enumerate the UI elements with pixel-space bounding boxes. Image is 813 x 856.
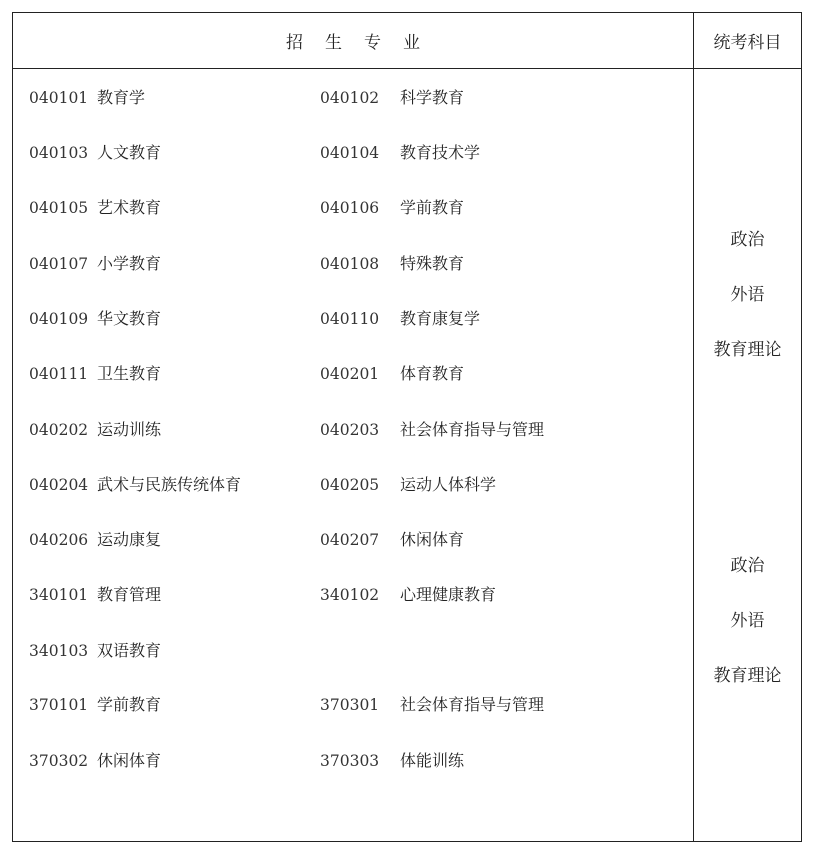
admissions-table <box>12 12 802 842</box>
major-code: 040110 <box>320 310 380 328</box>
major-name: 社会体育指导与管理 <box>400 420 545 439</box>
table-row <box>13 415 693 445</box>
major-name: 科学教育 <box>400 88 465 107</box>
major-name: 运动人体科学 <box>400 475 497 494</box>
major-name: 人文教育 <box>97 143 162 162</box>
table-row <box>13 470 693 500</box>
major-name: 华文教育 <box>97 309 162 328</box>
major-code: 040201 <box>320 365 380 383</box>
major-name: 学前教育 <box>400 198 465 217</box>
major-name: 双语教育 <box>97 641 162 660</box>
exam-subject: 教育理论 <box>713 340 782 360</box>
major-name: 运动康复 <box>97 530 162 549</box>
major-name: 休闲体育 <box>97 751 162 770</box>
table-row <box>13 525 693 555</box>
major-code: 370301 <box>320 696 380 714</box>
major-code: 340102 <box>320 586 380 604</box>
major-name: 特殊教育 <box>400 254 465 273</box>
major-code: 040203 <box>320 421 380 439</box>
table-row <box>13 249 693 279</box>
major-code: 040107 <box>29 255 89 273</box>
major-code: 040101 <box>29 89 89 107</box>
exam-subject: 外语 <box>730 285 765 305</box>
major-name: 体能训练 <box>400 751 465 770</box>
major-code: 040102 <box>320 89 380 107</box>
major-name: 体育教育 <box>400 364 465 383</box>
table-row <box>13 746 693 776</box>
major-code: 040205 <box>320 476 380 494</box>
major-code: 040204 <box>29 476 89 494</box>
major-name: 运动训练 <box>97 420 162 439</box>
major-name: 武术与民族传统体育 <box>97 475 242 494</box>
table-row <box>13 580 693 610</box>
exam-subject: 政治 <box>730 230 765 250</box>
major-name: 卫生教育 <box>97 364 162 383</box>
major-code: 040202 <box>29 421 89 439</box>
major-name: 休闲体育 <box>400 530 465 549</box>
major-code: 040206 <box>29 531 89 549</box>
header-majors: 招生专业 <box>286 33 442 53</box>
major-name: 教育技术学 <box>400 143 481 162</box>
table-row <box>13 359 693 389</box>
major-code: 340103 <box>29 642 89 660</box>
major-code: 040105 <box>29 199 89 217</box>
major-code: 370302 <box>29 752 89 770</box>
table-row <box>13 193 693 223</box>
major-code: 340101 <box>29 586 89 604</box>
table-row <box>13 690 693 720</box>
major-code: 040108 <box>320 255 380 273</box>
exam-subject: 政治 <box>730 556 765 576</box>
major-name: 教育管理 <box>97 585 162 604</box>
exam-subject: 外语 <box>730 611 765 631</box>
major-code: 370101 <box>29 696 89 714</box>
major-name: 心理健康教育 <box>400 585 497 604</box>
major-name: 艺术教育 <box>97 198 162 217</box>
header-divider <box>13 68 801 69</box>
exam-subject: 教育理论 <box>713 666 782 686</box>
major-code: 040104 <box>320 144 380 162</box>
major-code: 040106 <box>320 199 380 217</box>
table-row <box>13 304 693 334</box>
table-row <box>13 138 693 168</box>
major-code: 370303 <box>320 752 380 770</box>
exam-subjects-group <box>694 225 801 390</box>
major-name: 教育学 <box>97 88 146 107</box>
major-code: 040103 <box>29 144 89 162</box>
major-code: 040111 <box>29 365 89 383</box>
header-subjects: 统考科目 <box>713 33 782 53</box>
table-row <box>13 83 693 113</box>
table-row <box>13 636 693 666</box>
column-divider <box>693 13 694 841</box>
exam-subjects-group <box>694 551 801 716</box>
major-name: 教育康复学 <box>400 309 481 328</box>
major-code: 040207 <box>320 531 380 549</box>
major-name: 社会体育指导与管理 <box>400 695 545 714</box>
major-code: 040109 <box>29 310 89 328</box>
major-name: 小学教育 <box>97 254 162 273</box>
major-name: 学前教育 <box>97 695 162 714</box>
